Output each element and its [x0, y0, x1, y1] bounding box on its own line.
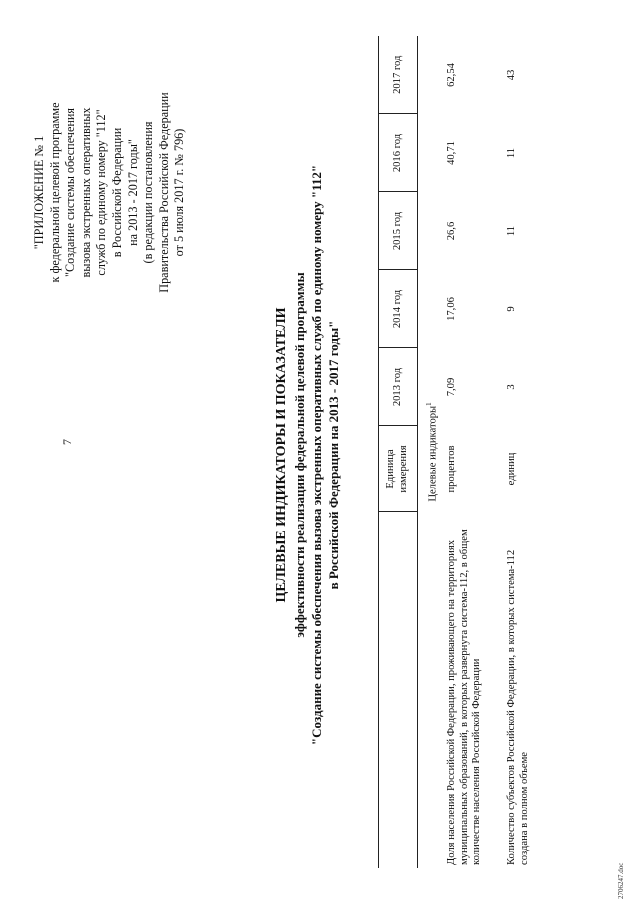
file-name-footer: 2706247.doc: [617, 862, 625, 899]
appendix-line: "ПРИЛОЖЕНИЕ № 1: [32, 135, 46, 250]
appendix-line: к федеральной целевой программе: [47, 102, 62, 283]
appendix-line: (в редакции постановления: [141, 121, 156, 264]
indicator-value: 9: [506, 306, 517, 312]
year-header: 2014 год: [379, 270, 418, 348]
section-row: [418, 36, 447, 868]
heading-title: ЦЕЛЕВЫЕ ИНДИКАТОРЫ И ПОКАЗАТЕЛИ: [274, 307, 289, 603]
appendix-line: "Создание системы обеспечения: [63, 108, 78, 277]
appendix-line: служб по единому номеру "112": [94, 109, 109, 276]
indicator-name: Количество субъектов Российской Федерации, в которых система-112 создана в полном объеме: [506, 549, 530, 865]
section-cell: [418, 36, 447, 868]
year-header: 2017 год: [379, 36, 418, 114]
document-heading: [272, 145, 342, 765]
indicators-table: [378, 36, 566, 868]
table-row: [446, 36, 506, 868]
indicator-name: Доля населения Российской Федерации, проживающего на территориях муниципальных образований, в которых развернута система-112, в общем количестве населения Российской Федерации: [446, 529, 483, 865]
indicator-unit: единиц: [506, 452, 517, 486]
appendix-line: Правительства Российской Федерации: [156, 92, 171, 293]
appendix-block: [32, 5, 188, 380]
indicator-value: 26,6: [446, 221, 457, 241]
indicator-value: 40,71: [446, 141, 457, 165]
year-header: 2013 год: [379, 348, 418, 426]
heading-program-line-2: в Российской Федерации на 2013 - 2017 годы": [326, 320, 341, 590]
indicator-value: 3: [506, 384, 517, 390]
indicator-value: 11: [506, 147, 517, 159]
appendix-line: вызова экстренных оперативных: [78, 107, 93, 278]
table-header-row: [379, 36, 418, 868]
year-header: 2015 год: [379, 192, 418, 270]
appendix-line: в Российской Федерации: [109, 127, 124, 258]
indicator-value: 17,06: [446, 297, 457, 321]
indicator-value: 7,09: [446, 377, 457, 397]
indicator-value: 62,54: [446, 63, 457, 87]
name-header: [379, 512, 418, 868]
unit-header: Единица измерения: [379, 426, 418, 512]
indicator-unit: процентов: [446, 445, 457, 493]
year-header: 2016 год: [379, 114, 418, 192]
table-row: [506, 36, 566, 868]
page-number: 7: [60, 439, 74, 445]
indicator-value: 43: [506, 69, 517, 81]
section-label: Целевые индикаторы: [427, 405, 439, 502]
footnote-marker: 1: [425, 402, 434, 406]
appendix-line: от 5 июля 2017 г. № 796): [172, 128, 187, 257]
heading-subtitle: эффективности реализации федеральной целевой программы: [292, 272, 307, 638]
indicator-value: 11: [506, 225, 517, 237]
heading-program-line-1: "Создание системы обеспечения вызова экстренных оперативных служб по единому номеру "112": [309, 164, 324, 746]
appendix-line: на 2013 - 2017 годы": [125, 139, 140, 246]
